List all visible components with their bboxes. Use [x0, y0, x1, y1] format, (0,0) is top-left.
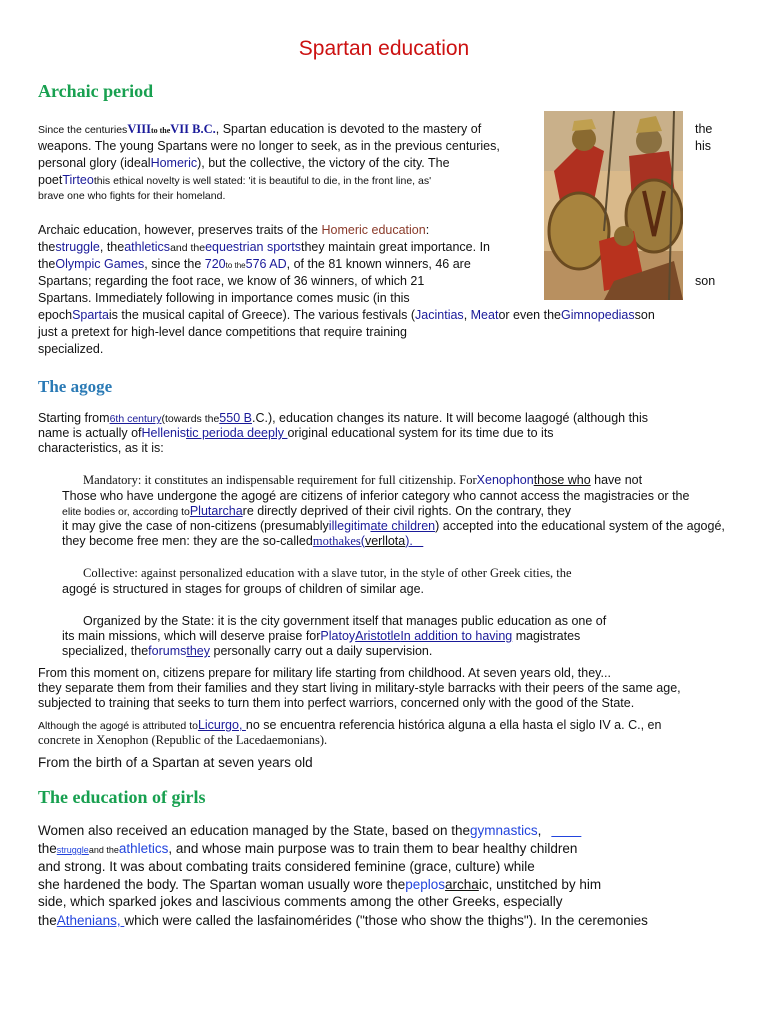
link-homeric-education[interactable]: Homeric education: [321, 223, 426, 237]
text-line: specialized, theforumsthey personally carry out a daily supervision.: [62, 644, 433, 658]
text-line: Since the centuriesVIIIto theVII B.C., Spartan education is devoted to the mastery of: [38, 122, 482, 136]
link-550-bc[interactable]: 550 B: [219, 411, 252, 425]
spartan-warriors-illustration-icon: [544, 111, 683, 300]
text-line: brave one who fights for their homeland.: [38, 190, 226, 202]
link-hellenistic[interactable]: Hellenis: [141, 426, 186, 440]
text-line: it may give the case of non-citizens (presumablyillegitimate children) accepted into the educational system of the agogé,: [62, 519, 725, 533]
text-line: theAthenians, which were called the lasfainomérides ("those who show the thighs"). In the ceremonies: [38, 913, 648, 928]
text-line: Organized by the State: it is the city government itself that manages public education as one of: [83, 614, 607, 628]
link-jacintias[interactable]: Jacintias: [415, 308, 464, 322]
link-6th-century[interactable]: 6th century: [109, 413, 162, 425]
link-vii-bc[interactable]: VII B.C.: [170, 122, 216, 136]
link-homeric[interactable]: Homeric: [150, 156, 198, 170]
text-line: agogé is structured in stages for groups of children of similar age.: [62, 582, 424, 596]
text-line: the: [695, 122, 713, 136]
text-line: Archaic education, however, preserves traits of the Homeric education:: [38, 223, 430, 237]
text-line: Spartans; regarding the foot race, we know of 36 winners, of which 21: [38, 274, 425, 288]
link-hellenistic-period[interactable]: tic perioda deeply: [186, 426, 288, 440]
text-line: thestruggleand theathletics, and whose main purpose was to train them to bear healthy children: [38, 841, 578, 856]
text-line: she hardened the body. The Spartan woman usually wore thepeplosarchaic, unstitched by him: [38, 877, 602, 892]
link-gimnopedias[interactable]: Gimnopedias: [560, 308, 635, 322]
text-line: specialized.: [38, 342, 104, 356]
text-line: poetTirteothis ethical novelty is well stated: 'it is beautiful to die, in the front line, as': [38, 173, 432, 187]
text-line: and strong. It was about combating traits considered feminine (grace, culture) while: [38, 859, 535, 874]
text-line: son: [695, 274, 716, 288]
link-tirteo[interactable]: Tirteo: [62, 173, 94, 187]
text-line: epochSpartais the musical capital of Greece). The various festivals (Jacintias, Meator even theGimnopediasson: [38, 308, 655, 322]
text-line: Mandatory: it constitutes an indispensable requirement for full citizenship. ForXenophonthose who have not: [83, 473, 643, 487]
text-line: his: [695, 139, 711, 153]
text-line: personal glory (idealHomeric), but the collective, the victory of the city. The: [38, 156, 450, 170]
heading-agoge: The agoge: [38, 377, 113, 396]
text-line: Starting from6th century(towards the550 B.C.), education changes its nature. It will become laagogé (although this: [38, 411, 649, 425]
text-line: its main missions, which will deserve praise forPlatoyAristotleIn addition to having magistrates: [62, 629, 581, 643]
text-line: side, which sparked jokes and lascivious comments among the other Greeks, especially: [38, 894, 563, 909]
link-struggle-girls[interactable]: struggle: [56, 845, 89, 855]
text-line: subjected to training that seeks to turn them into perfect warriors, concerned only with the good of the State.: [38, 696, 635, 710]
text-line: Women also received an education managed by the State, based on thegymnastics,: [38, 823, 542, 838]
link-plutarch[interactable]: Plutarcha: [189, 504, 243, 518]
text-line: they separate them from their families and they start living in military-style barracks with their peers of the same age,: [38, 681, 681, 695]
link-sparta[interactable]: Sparta: [72, 308, 109, 322]
link-illegitimate[interactable]: illegitim: [328, 519, 371, 533]
text-line: theOlympic Games, since the 720to the576 AD, of the 81 known winners, 46 are: [38, 257, 471, 271]
link-gymnastics[interactable]: gymnastics: [470, 823, 538, 838]
link-struggle[interactable]: struggle: [55, 240, 100, 254]
text-line: concrete in Xenophon (Republic of the Lacedaemonians).: [38, 733, 328, 747]
text-line: just a pretext for high-level dance competitions that require training: [38, 325, 407, 339]
link-peplos[interactable]: peplos: [405, 877, 446, 892]
text-line: elite bodies or, according toPlutarchare directly deprived of their civil rights. On the contrary, they: [62, 504, 572, 518]
link-plato[interactable]: Platoy: [320, 629, 356, 643]
text-line: weapons. The young Spartans were no longer to seek, as in the previous centuries,: [38, 139, 500, 153]
text-line: Collective: against personalized education with a slave tutor, in the style of other Greek cities, the: [83, 566, 572, 580]
text-line: they become free men: they are the so-calledmothakes(verllota).: [62, 534, 424, 548]
link-576-ad[interactable]: 576 AD: [245, 257, 287, 271]
link-forums[interactable]: forums: [148, 644, 187, 658]
link-xenophon[interactable]: Xenophon: [476, 473, 534, 487]
link-licurgo[interactable]: Licurgo,: [197, 718, 246, 732]
link-equestrian-sports[interactable]: equestrian sports: [205, 240, 301, 254]
page-title: Spartan education: [298, 37, 470, 60]
text-line: From the birth of a Spartan at seven years old: [38, 755, 313, 770]
text-line: Those who have undergone the agogé are citizens of inferior category who cannot access the magistracies or the: [62, 489, 690, 503]
link-720[interactable]: 720: [204, 257, 226, 271]
link-mothakes[interactable]: mothakes: [312, 534, 361, 548]
text-line: Although the agogé is attributed toLicurgo, no se encuentra referencia histórica alguna a ella hasta el siglo IV a. C., en: [38, 718, 662, 732]
link-athletics-girls[interactable]: athletics: [118, 841, 169, 856]
link-meat[interactable]: Meat: [470, 308, 499, 322]
heading-girls: The education of girls: [38, 787, 206, 807]
link-athenians[interactable]: Athenians,: [56, 913, 125, 928]
heading-archaic: Archaic period: [38, 81, 154, 101]
link-viii[interactable]: VIII: [127, 122, 151, 136]
text-line: name is actually ofHellenistic perioda deeply original educational system for its time due to its: [38, 426, 554, 440]
text-line: From this moment on, citizens prepare for military life starting from childhood. At seven years old, they...: [38, 666, 611, 680]
text-line: thestruggle, theathleticsand theequestrian sportsthey maintain great importance. In: [38, 240, 490, 254]
text-line: characteristics, as it is:: [38, 441, 164, 455]
link-illegitimate-children[interactable]: ate children: [370, 519, 436, 533]
link-aristotle[interactable]: Aristotle: [355, 629, 401, 643]
text-line: Spartans. Immediately following in importance comes music (in this: [38, 291, 410, 305]
link-athletics[interactable]: athletics: [124, 240, 171, 254]
spartan-warriors-image: [544, 111, 683, 300]
link-olympic-games[interactable]: Olympic Games: [55, 257, 145, 271]
